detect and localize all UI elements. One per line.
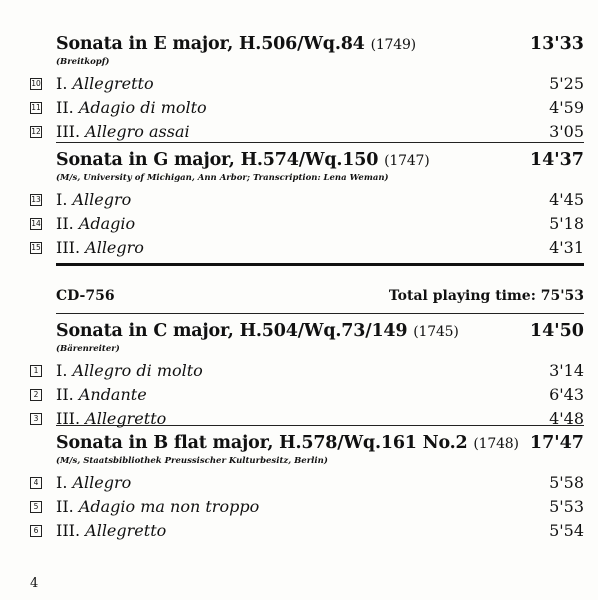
sonata-block bbox=[30, 433, 584, 540]
movement-number: I. bbox=[56, 473, 68, 492]
movement-tempo: Allegretto bbox=[72, 74, 154, 93]
track-time: 5'53 bbox=[549, 497, 584, 516]
movement-tempo: Allegro bbox=[85, 238, 144, 257]
track-row bbox=[30, 72, 584, 96]
track-label bbox=[56, 74, 154, 93]
track-label bbox=[56, 497, 259, 516]
movement-number: I. bbox=[56, 190, 68, 209]
movement-tempo: Allegretto bbox=[85, 521, 167, 540]
sonata-title bbox=[56, 150, 430, 170]
track-number: 6 bbox=[30, 525, 42, 537]
sonata-total-time: 13'33 bbox=[529, 34, 584, 54]
track-label bbox=[56, 385, 147, 404]
track-row bbox=[30, 519, 584, 543]
sonata-title bbox=[56, 34, 416, 54]
sonata-total-time: 17'47 bbox=[529, 433, 584, 453]
movement-tempo: Allegro di molto bbox=[72, 361, 203, 380]
movement-tempo: Andante bbox=[78, 385, 147, 404]
track-row bbox=[30, 471, 584, 495]
movement-number: I. bbox=[56, 74, 68, 93]
track-list bbox=[30, 72, 584, 144]
track-row bbox=[30, 359, 584, 383]
cd-header bbox=[56, 288, 584, 308]
sonata-source: (M/s, University of Michigan, Ann Arbor; Transcription: Lena Weman) bbox=[56, 173, 389, 183]
track-time: 5'54 bbox=[549, 521, 584, 540]
movement-number: II. bbox=[56, 497, 74, 516]
track-list bbox=[30, 471, 584, 543]
page-number: 4 bbox=[30, 576, 39, 591]
sonata-source: (Bärenreiter) bbox=[56, 344, 120, 354]
track-label bbox=[56, 214, 135, 233]
track-time: 4'31 bbox=[549, 238, 584, 257]
sonata-year: (1745) bbox=[413, 324, 459, 340]
movement-tempo: Allegro assai bbox=[85, 122, 190, 141]
track-label bbox=[56, 473, 131, 492]
sonata-block bbox=[30, 321, 584, 428]
movement-tempo: Allegro bbox=[72, 473, 132, 492]
divider bbox=[56, 313, 584, 314]
sonata-title-text: Sonata in E major, H.506/Wq.84 bbox=[56, 34, 365, 54]
track-number: 3 bbox=[30, 413, 42, 425]
track-label bbox=[56, 122, 190, 141]
track-number: 15 bbox=[31, 243, 41, 252]
movement-number: III. bbox=[56, 521, 81, 540]
track-label bbox=[56, 190, 131, 209]
sonata-year: (1749) bbox=[370, 37, 416, 53]
track-time: 5'25 bbox=[549, 74, 584, 93]
movement-number: I. bbox=[56, 361, 68, 380]
sonata-block bbox=[30, 34, 584, 141]
track-time: 5'18 bbox=[549, 214, 584, 233]
sonata-title-text: Sonata in G major, H.574/Wq.150 bbox=[56, 150, 379, 170]
sonata-title bbox=[56, 433, 519, 453]
track-number: 14 bbox=[31, 219, 41, 228]
track-number: 13 bbox=[31, 195, 41, 204]
movement-tempo: Adagio di molto bbox=[78, 98, 207, 117]
track-row bbox=[30, 407, 584, 431]
movement-number: II. bbox=[56, 385, 74, 404]
track-time: 4'48 bbox=[549, 409, 584, 428]
movement-number: III. bbox=[56, 122, 81, 141]
track-time: 3'05 bbox=[549, 122, 584, 141]
sonata-block bbox=[30, 150, 584, 257]
track-row bbox=[30, 236, 584, 260]
track-number: 10 bbox=[31, 79, 41, 88]
movement-tempo: Allegretto bbox=[85, 409, 167, 428]
track-list bbox=[30, 188, 584, 260]
sonata-title-text: Sonata in C major, H.504/Wq.73/149 bbox=[56, 321, 408, 341]
track-number: 11 bbox=[31, 103, 41, 112]
divider bbox=[56, 142, 584, 143]
movement-number: III. bbox=[56, 409, 81, 428]
sonata-total-time: 14'37 bbox=[529, 150, 584, 170]
total-playing-time: Total playing time: 75'53 bbox=[388, 288, 584, 304]
track-number: 1 bbox=[30, 365, 42, 377]
movement-number: III. bbox=[56, 238, 81, 257]
track-number: 4 bbox=[30, 477, 42, 489]
disc-divider bbox=[56, 263, 584, 266]
sonata-title-text: Sonata in B flat major, H.578/Wq.161 No.2 bbox=[56, 433, 468, 453]
sonata-year: (1748) bbox=[473, 436, 519, 452]
sonata-total-time: 14'50 bbox=[529, 321, 584, 341]
sonata-source: (Breitkopf) bbox=[56, 57, 110, 67]
sonata-title bbox=[56, 321, 459, 341]
sonata-header bbox=[30, 34, 584, 60]
track-label bbox=[56, 521, 166, 540]
track-row bbox=[30, 495, 584, 519]
track-number: 5 bbox=[30, 501, 42, 513]
movement-number: II. bbox=[56, 214, 74, 233]
track-label bbox=[56, 361, 203, 380]
track-label bbox=[56, 98, 207, 117]
track-row bbox=[30, 120, 584, 144]
divider bbox=[56, 425, 584, 426]
sonata-year: (1747) bbox=[384, 153, 430, 169]
track-number: 12 bbox=[31, 127, 41, 136]
movement-tempo: Adagio bbox=[78, 214, 136, 233]
movement-tempo: Adagio ma non troppo bbox=[78, 497, 260, 516]
sonata-source: (M/s, Staatsbibliothek Preussischer Kulturbesitz, Berlin) bbox=[56, 456, 328, 466]
track-row bbox=[30, 96, 584, 120]
track-row bbox=[30, 188, 584, 212]
track-time: 5'58 bbox=[549, 473, 584, 492]
track-time: 4'59 bbox=[549, 98, 584, 117]
movement-tempo: Allegro bbox=[72, 190, 132, 209]
track-list bbox=[30, 359, 584, 431]
cd-label: CD-756 bbox=[56, 288, 115, 304]
movement-number: II. bbox=[56, 98, 74, 117]
track-number: 2 bbox=[30, 389, 42, 401]
track-time: 4'45 bbox=[549, 190, 584, 209]
track-time: 3'14 bbox=[549, 361, 584, 380]
track-label bbox=[56, 238, 144, 257]
track-row bbox=[30, 383, 584, 407]
track-row bbox=[30, 212, 584, 236]
track-time: 6'43 bbox=[549, 385, 584, 404]
